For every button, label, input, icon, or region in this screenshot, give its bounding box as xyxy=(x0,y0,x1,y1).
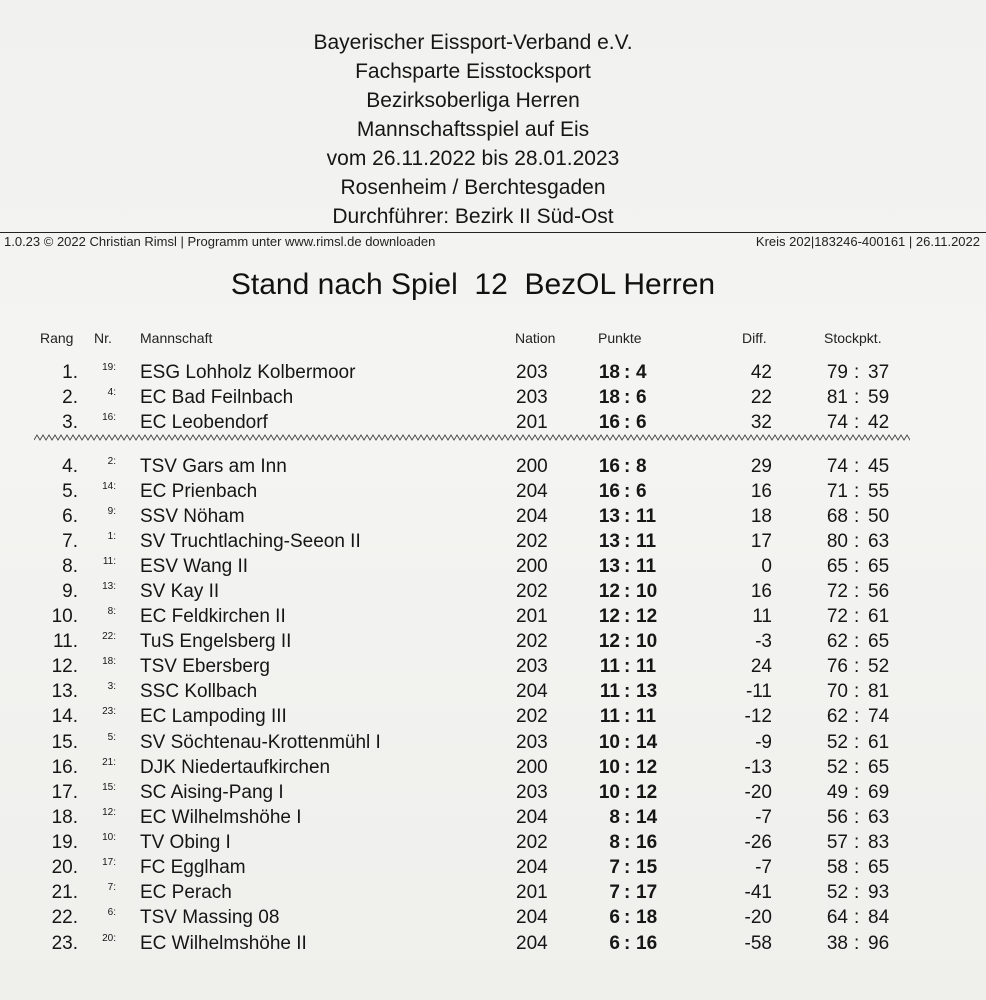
stock-points-separator: : xyxy=(854,706,860,727)
difference-cell: -12 xyxy=(744,706,772,727)
header-line-competition: Mannschaftsspiel auf Eis xyxy=(356,118,590,141)
table-row xyxy=(0,704,986,729)
stock-points-for-cell: 72 xyxy=(826,606,848,627)
points-lost-cell: 11 xyxy=(636,556,657,577)
team-number-cell: 10: xyxy=(102,832,116,843)
rank-cell: 22. xyxy=(51,907,78,928)
stock-points-separator: : xyxy=(854,531,860,552)
rank-cell: 15. xyxy=(51,732,78,753)
team-name-cell: SV Kay II xyxy=(140,581,220,602)
points-won-cell: 11 xyxy=(599,656,620,677)
team-name-cell: EC Lampoding III xyxy=(140,706,287,727)
difference-cell: 42 xyxy=(750,362,772,383)
points-lost-cell: 6 xyxy=(636,387,647,408)
stock-points-for-cell: 52 xyxy=(826,757,848,778)
difference-cell: 24 xyxy=(750,656,772,677)
column-headers xyxy=(0,330,986,350)
points-lost-cell: 15 xyxy=(636,857,658,878)
table-row xyxy=(0,504,986,529)
stock-points-against-cell: 61 xyxy=(868,732,890,753)
stock-points-separator: : xyxy=(854,481,860,502)
nation-cell: 201 xyxy=(516,882,548,903)
team-number-cell: 4: xyxy=(107,387,116,398)
col-nation: Nation xyxy=(515,330,556,346)
stock-points-against-cell: 50 xyxy=(868,506,890,527)
points-won-cell: 16 xyxy=(598,481,620,502)
rank-cell: 2. xyxy=(62,387,78,408)
stock-points-against-cell: 42 xyxy=(868,412,890,433)
table-row xyxy=(0,880,986,905)
nation-cell: 204 xyxy=(516,857,548,878)
stock-points-separator: : xyxy=(854,581,860,602)
team-number-cell: 5: xyxy=(107,732,116,743)
nation-cell: 204 xyxy=(516,481,548,502)
points-won-cell: 6 xyxy=(609,907,620,928)
points-won-cell: 11 xyxy=(599,706,620,727)
team-number-cell: 9: xyxy=(107,506,116,517)
stock-points-for-cell: 79 xyxy=(826,362,848,383)
nation-cell: 204 xyxy=(516,907,548,928)
points-separator: : xyxy=(624,656,631,677)
difference-cell: 0 xyxy=(761,556,772,577)
rank-cell: 20. xyxy=(51,857,78,878)
stock-points-against-cell: 52 xyxy=(868,656,890,677)
points-won-cell: 18 xyxy=(598,387,620,408)
difference-cell: -7 xyxy=(755,857,772,878)
stock-points-for-cell: 74 xyxy=(826,412,848,433)
nation-cell: 204 xyxy=(516,681,548,702)
nation-cell: 203 xyxy=(516,782,548,803)
nation-cell: 200 xyxy=(516,456,548,477)
team-name-cell: SC Aising-Pang I xyxy=(140,782,284,803)
difference-cell: 11 xyxy=(752,606,772,627)
team-name-cell: SSC Kollbach xyxy=(140,681,258,702)
table-row xyxy=(0,780,986,805)
stock-points-separator: : xyxy=(854,387,860,408)
points-lost-cell: 11 xyxy=(636,531,657,552)
nation-cell: 204 xyxy=(516,506,548,527)
points-won-cell: 7 xyxy=(609,882,620,903)
nation-cell: 202 xyxy=(516,631,548,652)
table-row xyxy=(0,454,986,479)
points-separator: : xyxy=(624,362,631,383)
stock-points-against-cell: 84 xyxy=(868,907,890,928)
team-name-cell: ESG Lohholz Kolbermoor xyxy=(140,362,356,383)
stock-points-for-cell: 52 xyxy=(826,882,848,903)
points-separator: : xyxy=(624,933,631,954)
meta-line xyxy=(0,234,986,252)
nation-cell: 200 xyxy=(516,757,548,778)
nation-cell: 203 xyxy=(516,362,548,383)
points-won-cell: 10 xyxy=(598,757,620,778)
difference-cell: -13 xyxy=(744,757,772,778)
points-separator: : xyxy=(624,907,631,928)
stock-points-against-cell: 59 xyxy=(868,387,890,408)
team-number-cell: 22: xyxy=(102,631,116,642)
stock-points-against-cell: 65 xyxy=(868,631,890,652)
difference-cell: -11 xyxy=(745,681,772,702)
team-name-cell: EC Wilhelmshöhe II xyxy=(140,933,307,954)
points-lost-cell: 6 xyxy=(636,481,647,502)
points-won-cell: 16 xyxy=(598,412,620,433)
stock-points-for-cell: 56 xyxy=(826,807,848,828)
points-won-cell: 8 xyxy=(609,832,620,853)
nation-cell: 204 xyxy=(516,807,548,828)
stock-points-separator: : xyxy=(854,907,860,928)
points-lost-cell: 10 xyxy=(636,631,658,652)
table-row xyxy=(0,679,986,704)
points-separator: : xyxy=(624,757,631,778)
stock-points-separator: : xyxy=(854,556,860,577)
team-name-cell: SV Truchtlaching-Seeon II xyxy=(140,531,361,552)
points-separator: : xyxy=(624,857,631,878)
stock-points-against-cell: 63 xyxy=(868,807,890,828)
team-name-cell: TV Obing I xyxy=(140,832,231,853)
difference-cell: -41 xyxy=(744,882,772,903)
table-row xyxy=(0,604,986,629)
difference-cell: -20 xyxy=(744,782,772,803)
table-row xyxy=(0,654,986,679)
points-won-cell: 8 xyxy=(609,807,620,828)
table-row xyxy=(0,905,986,930)
stock-points-separator: : xyxy=(854,506,860,527)
rank-cell: 13. xyxy=(51,681,78,702)
difference-cell: 17 xyxy=(750,531,772,552)
nation-cell: 204 xyxy=(516,933,548,954)
team-number-cell: 19: xyxy=(102,362,116,373)
stock-points-against-cell: 81 xyxy=(868,681,890,702)
points-separator: : xyxy=(624,681,631,702)
table-row xyxy=(0,410,986,435)
team-number-cell: 21: xyxy=(102,757,116,768)
stock-points-separator: : xyxy=(854,631,860,652)
points-separator: : xyxy=(624,456,631,477)
stock-points-for-cell: 38 xyxy=(826,933,848,954)
points-lost-cell: 11 xyxy=(636,656,657,677)
team-number-cell: 14: xyxy=(102,481,116,492)
points-won-cell: 7 xyxy=(609,857,620,878)
points-separator: : xyxy=(624,606,631,627)
rank-cell: 9. xyxy=(62,581,78,602)
team-name-cell: TuS Engelsberg II xyxy=(140,631,292,652)
stock-points-against-cell: 61 xyxy=(868,606,890,627)
stock-points-against-cell: 69 xyxy=(868,782,890,803)
points-won-cell: 13 xyxy=(598,556,620,577)
stock-points-separator: : xyxy=(854,882,860,903)
header-line-dates: vom 26.11.2022 bis 28.01.2023 xyxy=(326,147,620,170)
team-number-cell: 1: xyxy=(107,531,116,542)
team-number-cell: 6: xyxy=(107,907,116,918)
team-number-cell: 17: xyxy=(102,857,116,868)
stock-points-for-cell: 57 xyxy=(826,832,848,853)
difference-cell: 29 xyxy=(750,456,772,477)
stock-points-separator: : xyxy=(854,807,860,828)
rank-cell: 12. xyxy=(51,656,78,677)
table-row xyxy=(0,830,986,855)
points-won-cell: 10 xyxy=(598,782,620,803)
stock-points-separator: : xyxy=(854,681,860,702)
points-won-cell: 16 xyxy=(598,456,620,477)
stock-points-for-cell: 64 xyxy=(826,907,848,928)
stock-points-separator: : xyxy=(854,732,860,753)
team-number-cell: 7: xyxy=(107,882,116,893)
stock-points-separator: : xyxy=(854,857,860,878)
stock-points-for-cell: 80 xyxy=(826,531,848,552)
team-name-cell: EC Prienbach xyxy=(140,481,258,502)
points-won-cell: 12 xyxy=(598,606,620,627)
points-lost-cell: 11 xyxy=(636,506,657,527)
stock-points-against-cell: 63 xyxy=(868,531,890,552)
team-number-cell: 16: xyxy=(102,412,116,423)
rank-cell: 23. xyxy=(51,933,78,954)
stock-points-for-cell: 49 xyxy=(826,782,848,803)
points-separator: : xyxy=(624,481,631,502)
document-header xyxy=(0,28,946,231)
stock-points-for-cell: 71 xyxy=(826,481,848,502)
table-row xyxy=(0,805,986,830)
difference-cell: 16 xyxy=(750,581,772,602)
header-line-division: Fachsparte Eisstocksport xyxy=(355,60,591,83)
stock-points-separator: : xyxy=(854,757,860,778)
rank-cell: 17. xyxy=(51,782,78,803)
points-separator: : xyxy=(624,506,631,527)
rank-cell: 3. xyxy=(62,412,78,433)
rank-cell: 14. xyxy=(51,706,78,727)
difference-cell: -9 xyxy=(755,732,772,753)
table-row xyxy=(0,755,986,780)
stock-points-for-cell: 76 xyxy=(826,656,848,677)
stock-points-separator: : xyxy=(854,362,860,383)
difference-cell: -7 xyxy=(755,807,772,828)
rank-cell: 10. xyxy=(51,606,78,627)
stock-points-against-cell: 56 xyxy=(868,581,890,602)
header-line-association: Bayerischer Eissport-Verband e.V. xyxy=(313,31,633,54)
promotion-divider xyxy=(34,434,910,442)
points-won-cell: 13 xyxy=(598,506,620,527)
col-mannschaft: Mannschaft xyxy=(140,330,213,346)
stock-points-for-cell: 62 xyxy=(826,631,848,652)
col-stockpkt: Stockpkt. xyxy=(824,330,882,346)
team-number-cell: 20: xyxy=(102,933,116,944)
header-line-organizer: Durchführer: Bezirk II Süd-Ost xyxy=(332,205,614,228)
stock-points-for-cell: 62 xyxy=(826,706,848,727)
rank-cell: 19. xyxy=(51,832,78,853)
team-name-cell: EC Feldkirchen II xyxy=(140,606,286,627)
stock-points-against-cell: 96 xyxy=(868,933,890,954)
stock-points-against-cell: 65 xyxy=(868,857,890,878)
stock-points-against-cell: 45 xyxy=(868,456,890,477)
difference-cell: 32 xyxy=(750,412,772,433)
points-lost-cell: 14 xyxy=(636,732,658,753)
col-nr: Nr. xyxy=(94,330,112,346)
header-line-location: Rosenheim / Berchtesgaden xyxy=(340,176,606,199)
stock-points-separator: : xyxy=(854,456,860,477)
table-row xyxy=(0,931,986,956)
team-name-cell: TSV Gars am Inn xyxy=(140,456,287,477)
standings-title: Stand nach Spiel 12 BezOL Herren xyxy=(230,268,716,301)
points-separator: : xyxy=(624,581,631,602)
rank-cell: 21. xyxy=(51,882,78,903)
table-row xyxy=(0,554,986,579)
header-rule xyxy=(0,232,986,233)
nation-cell: 203 xyxy=(516,387,548,408)
nation-cell: 202 xyxy=(516,706,548,727)
points-lost-cell: 6 xyxy=(636,412,647,433)
team-name-cell: EC Leobendorf xyxy=(140,412,268,433)
table-row xyxy=(0,479,986,504)
points-separator: : xyxy=(624,531,631,552)
points-lost-cell: 16 xyxy=(636,933,658,954)
points-lost-cell: 18 xyxy=(636,907,658,928)
points-lost-cell: 11 xyxy=(636,706,657,727)
points-lost-cell: 8 xyxy=(636,456,647,477)
table-row xyxy=(0,855,986,880)
points-separator: : xyxy=(624,706,631,727)
team-number-cell: 12: xyxy=(102,807,116,818)
col-rang: Rang xyxy=(40,330,74,346)
stock-points-for-cell: 68 xyxy=(826,506,848,527)
difference-cell: -3 xyxy=(755,631,772,652)
stock-points-separator: : xyxy=(854,412,860,433)
table-row xyxy=(0,385,986,410)
table-row xyxy=(0,629,986,654)
stock-points-separator: : xyxy=(854,832,860,853)
team-number-cell: 2: xyxy=(107,456,116,467)
stock-points-for-cell: 65 xyxy=(826,556,848,577)
stock-points-against-cell: 37 xyxy=(868,362,890,383)
team-name-cell: FC Egglham xyxy=(140,857,246,878)
nation-cell: 201 xyxy=(516,412,548,433)
stock-points-against-cell: 65 xyxy=(868,556,890,577)
team-name-cell: EC Bad Feilnbach xyxy=(140,387,294,408)
rank-cell: 11. xyxy=(52,631,78,652)
table-row xyxy=(0,730,986,755)
points-won-cell: 11 xyxy=(599,681,620,702)
points-won-cell: 6 xyxy=(609,933,620,954)
nation-cell: 203 xyxy=(516,656,548,677)
points-won-cell: 12 xyxy=(598,631,620,652)
nation-cell: 202 xyxy=(516,581,548,602)
team-name-cell: ESV Wang II xyxy=(140,556,249,577)
team-number-cell: 13: xyxy=(102,581,116,592)
stock-points-against-cell: 83 xyxy=(868,832,890,853)
print-reference: Kreis 202|183246-400161 | 26.11.2022 xyxy=(755,234,980,249)
rank-cell: 16. xyxy=(51,757,78,778)
points-won-cell: 18 xyxy=(598,362,620,383)
stock-points-against-cell: 93 xyxy=(868,882,890,903)
stock-points-against-cell: 65 xyxy=(868,757,890,778)
rank-cell: 6. xyxy=(62,506,78,527)
col-diff: Diff. xyxy=(742,330,767,346)
table-row xyxy=(0,529,986,554)
nation-cell: 202 xyxy=(516,531,548,552)
difference-cell: 22 xyxy=(750,387,772,408)
team-number-cell: 23: xyxy=(102,706,116,717)
stock-points-separator: : xyxy=(854,933,860,954)
team-number-cell: 15: xyxy=(102,782,116,793)
points-separator: : xyxy=(624,412,631,433)
stock-points-for-cell: 74 xyxy=(826,456,848,477)
points-lost-cell: 14 xyxy=(636,807,658,828)
points-lost-cell: 10 xyxy=(636,581,658,602)
points-separator: : xyxy=(624,387,631,408)
difference-cell: -26 xyxy=(744,832,772,853)
stock-points-for-cell: 52 xyxy=(826,732,848,753)
stock-points-for-cell: 58 xyxy=(826,857,848,878)
table-row xyxy=(0,579,986,604)
header-line-league: Bezirksoberliga Herren xyxy=(366,89,580,112)
team-number-cell: 18: xyxy=(102,656,116,667)
team-number-cell: 3: xyxy=(107,681,116,692)
team-name-cell: SV Söchtenau-Krottenmühl I xyxy=(140,732,381,753)
points-separator: : xyxy=(624,631,631,652)
rank-cell: 18. xyxy=(51,807,78,828)
team-name-cell: EC Wilhelmshöhe I xyxy=(140,807,302,828)
points-won-cell: 10 xyxy=(598,732,620,753)
stock-points-for-cell: 70 xyxy=(826,681,848,702)
rank-cell: 1. xyxy=(62,362,78,383)
points-separator: : xyxy=(624,782,631,803)
team-number-cell: 11: xyxy=(102,556,116,567)
stock-points-separator: : xyxy=(854,656,860,677)
stock-points-separator: : xyxy=(854,782,860,803)
team-number-cell: 8: xyxy=(107,606,116,617)
points-lost-cell: 12 xyxy=(636,782,658,803)
points-separator: : xyxy=(624,832,631,853)
program-credit: 1.0.23 © 2022 Christian Rimsl | Programm unter www.rimsl.de downloaden xyxy=(4,234,436,249)
stock-points-for-cell: 81 xyxy=(826,387,848,408)
nation-cell: 201 xyxy=(516,606,548,627)
points-separator: : xyxy=(624,732,631,753)
points-lost-cell: 13 xyxy=(636,681,658,702)
team-name-cell: TSV Ebersberg xyxy=(140,656,270,677)
points-separator: : xyxy=(624,556,631,577)
points-separator: : xyxy=(624,882,631,903)
team-name-cell: TSV Massing 08 xyxy=(140,907,280,928)
rank-cell: 5. xyxy=(62,481,78,502)
rank-cell: 8. xyxy=(62,556,78,577)
nation-cell: 202 xyxy=(516,832,548,853)
team-name-cell: EC Perach xyxy=(140,882,232,903)
points-lost-cell: 4 xyxy=(636,362,647,383)
nation-cell: 203 xyxy=(516,732,548,753)
rank-cell: 4. xyxy=(62,456,78,477)
nation-cell: 200 xyxy=(516,556,548,577)
difference-cell: -20 xyxy=(744,907,772,928)
stock-points-against-cell: 74 xyxy=(868,706,890,727)
difference-cell: 18 xyxy=(750,506,772,527)
points-lost-cell: 12 xyxy=(636,606,658,627)
points-won-cell: 12 xyxy=(598,581,620,602)
points-lost-cell: 12 xyxy=(636,757,658,778)
team-name-cell: DJK Niedertaufkirchen xyxy=(140,757,331,778)
points-separator: : xyxy=(624,807,631,828)
points-lost-cell: 17 xyxy=(636,882,658,903)
team-name-cell: SSV Nöham xyxy=(140,506,245,527)
stock-points-separator: : xyxy=(854,606,860,627)
difference-cell: -58 xyxy=(744,933,772,954)
points-lost-cell: 16 xyxy=(636,832,658,853)
points-won-cell: 13 xyxy=(598,531,620,552)
table-row xyxy=(0,360,986,385)
rank-cell: 7. xyxy=(62,531,78,552)
col-punkte: Punkte xyxy=(598,330,642,346)
difference-cell: 16 xyxy=(750,481,772,502)
stock-points-for-cell: 72 xyxy=(826,581,848,602)
stock-points-against-cell: 55 xyxy=(868,481,890,502)
